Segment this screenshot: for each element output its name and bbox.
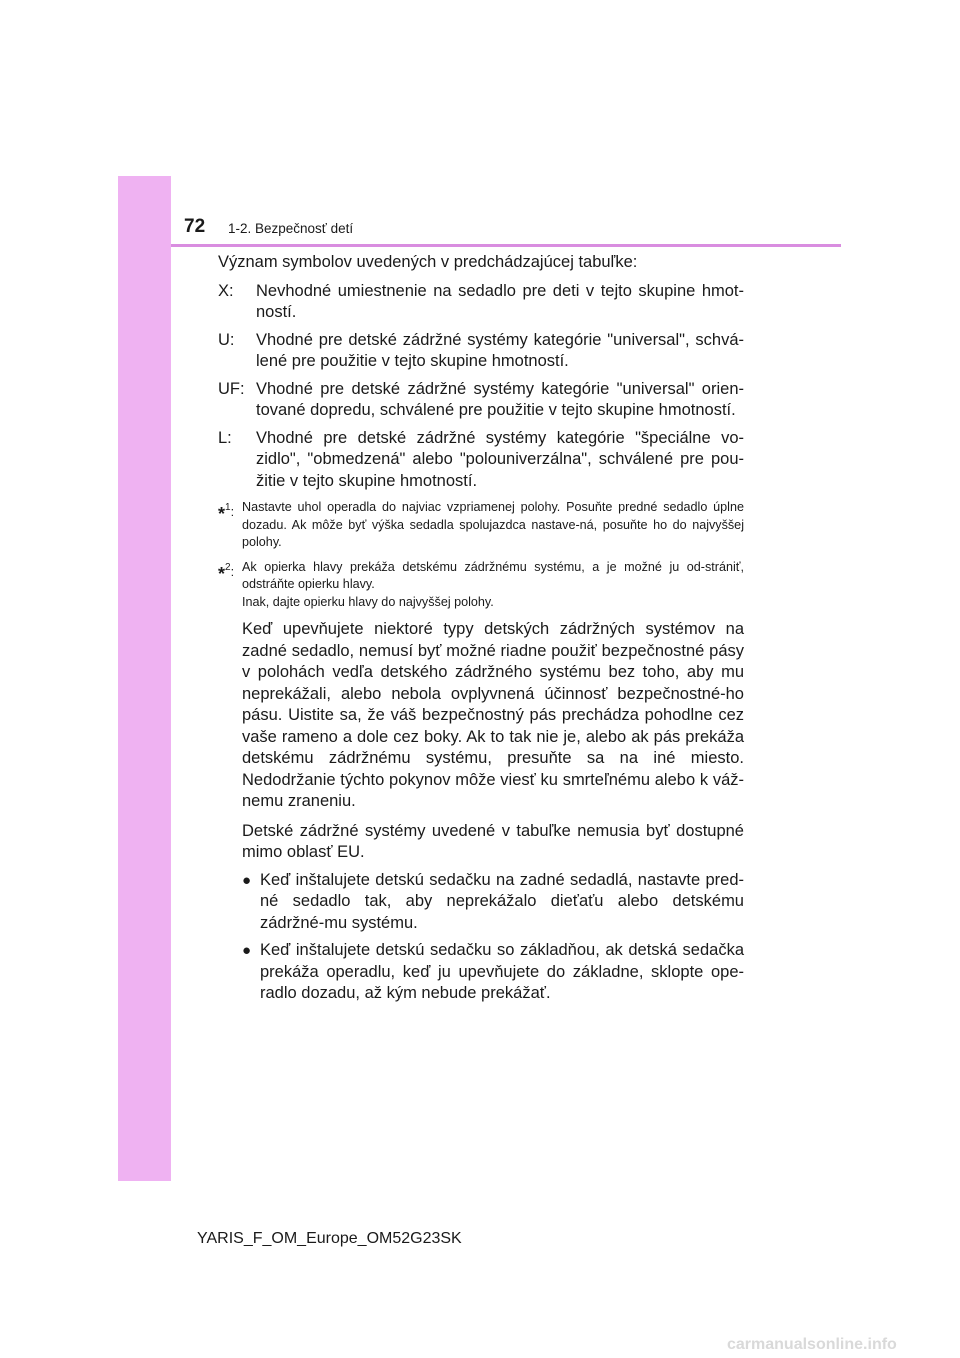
symbol-row-u (218, 330, 744, 373)
symbol-key: U: (218, 330, 235, 349)
page-content (218, 252, 744, 1005)
document-footer-code: YARIS_F_OM_Europe_OM52G23SK (197, 1230, 462, 1247)
footnote-number: 2 (225, 561, 231, 573)
symbol-row-x (218, 281, 744, 324)
page-number: 72 (184, 216, 206, 237)
footnote-star: * (218, 563, 226, 584)
footnote-separator: : (230, 505, 235, 519)
seatbelt-warning-paragraph: Keď upevňujete niektoré typy detských zádržných systémov na zadné sedadlo, nemusí byť možné riadne použiť bezpečnostné pásy v polohách vedľa detského zádržného systému bez toho, aby mu neprekážali, alebo nebola ovplyvnená účinnosť bezpečnostné-ho pásu. Uistite sa, že váš bezpečnostný pás prechádza pohodlne cez vaše rameno a dole cez boky. Ak to tak nie je, alebo ak pás prekáža detskému zádržnému systému, presuňte sa na iné miesto. Nedodržanie týchto pokynov môže viesť ku smrteľnému alebo k váž-nemu zraneniu. (242, 620, 744, 810)
bullet-text: Keď inštalujete detskú sedačku na zadné sedadlá, nastavte pred-né sedadlo tak, aby neprekážalo dieťaťu alebo detskému zádržné-mu systému. (260, 870, 744, 932)
bullet-icon: ● (242, 942, 252, 959)
footnote-text-continued: Inak, dajte opierku hlavy do najvyššej polohy. (242, 594, 494, 609)
watermark: carmanualsonline.info (727, 1336, 897, 1353)
side-tab-bar (118, 176, 171, 1181)
bullet-icon: ● (242, 871, 252, 889)
symbol-key: X: (218, 281, 234, 300)
footnote-star: * (218, 504, 226, 524)
symbol-description: Nevhodné umiestnenie na sedadlo pre deti v tejto skupine hmot-ností. (256, 281, 744, 321)
symbol-description: Vhodné pre detské zádržné systémy kategórie "universal", schvá-lené pre použitie v tejto skupine hmotností. (256, 330, 744, 370)
footnote-marker (218, 499, 242, 552)
symbol-row-uf (218, 379, 744, 422)
symbols-intro: Význam symbolov uvedených v predchádzajúcej tabuľke: (218, 253, 638, 271)
section-title: 1-2. Bezpečnosť detí (228, 221, 354, 236)
symbol-row-l (218, 428, 744, 493)
footnote-marker (218, 559, 242, 612)
bullet-text: Keď inštalujete detskú sedačku so základňou, ak detská sedačka prekáža operadlu, keď ju upevňujete do základne, sklopte ope-radlo dozadu, až kým nebude prekážať. (260, 941, 744, 1002)
symbol-description: Vhodné pre detské zádržné systémy kategórie "universal" orien-tované dopredu, schválené pre použitie v tejto skupine hmotností. (256, 379, 744, 419)
footnote-text: Nastavte uhol operadla do najviac vzpriamenej polohy. Posuňte predné sedadlo úplne dozadu. Ak môže byť výška sedadla spolujazdca nastave-ná, posuňte ho do najvyššej polohy. (242, 500, 744, 549)
header-divider (171, 244, 841, 247)
symbol-key: UF: (218, 379, 245, 398)
footnote-text-block (242, 559, 744, 612)
symbol-description: Vhodné pre detské zádržné systémy kategórie "špeciálne vo-zidlo", "obmedzená" alebo "polouniverzálna", schválené pre pou-žitie v tejto skupine hmotností. (256, 428, 744, 490)
footnote-separator: : (230, 564, 235, 579)
footnote-number: 1 (225, 502, 231, 513)
footnote-2 (218, 559, 744, 612)
footnote-1 (218, 499, 744, 552)
bullet-item (242, 940, 744, 1005)
bullet-item (242, 870, 744, 935)
symbol-key: L: (218, 428, 232, 447)
footnote-text: Ak opierka hlavy prekáža detskému zádržnému systému, a je možné ju od-strániť, odstráňte opierku hlavy. (242, 559, 744, 591)
availability-paragraph: Detské zádržné systémy uvedené v tabuľke nemusia byť dostupné mimo oblasť EU. (242, 821, 744, 861)
